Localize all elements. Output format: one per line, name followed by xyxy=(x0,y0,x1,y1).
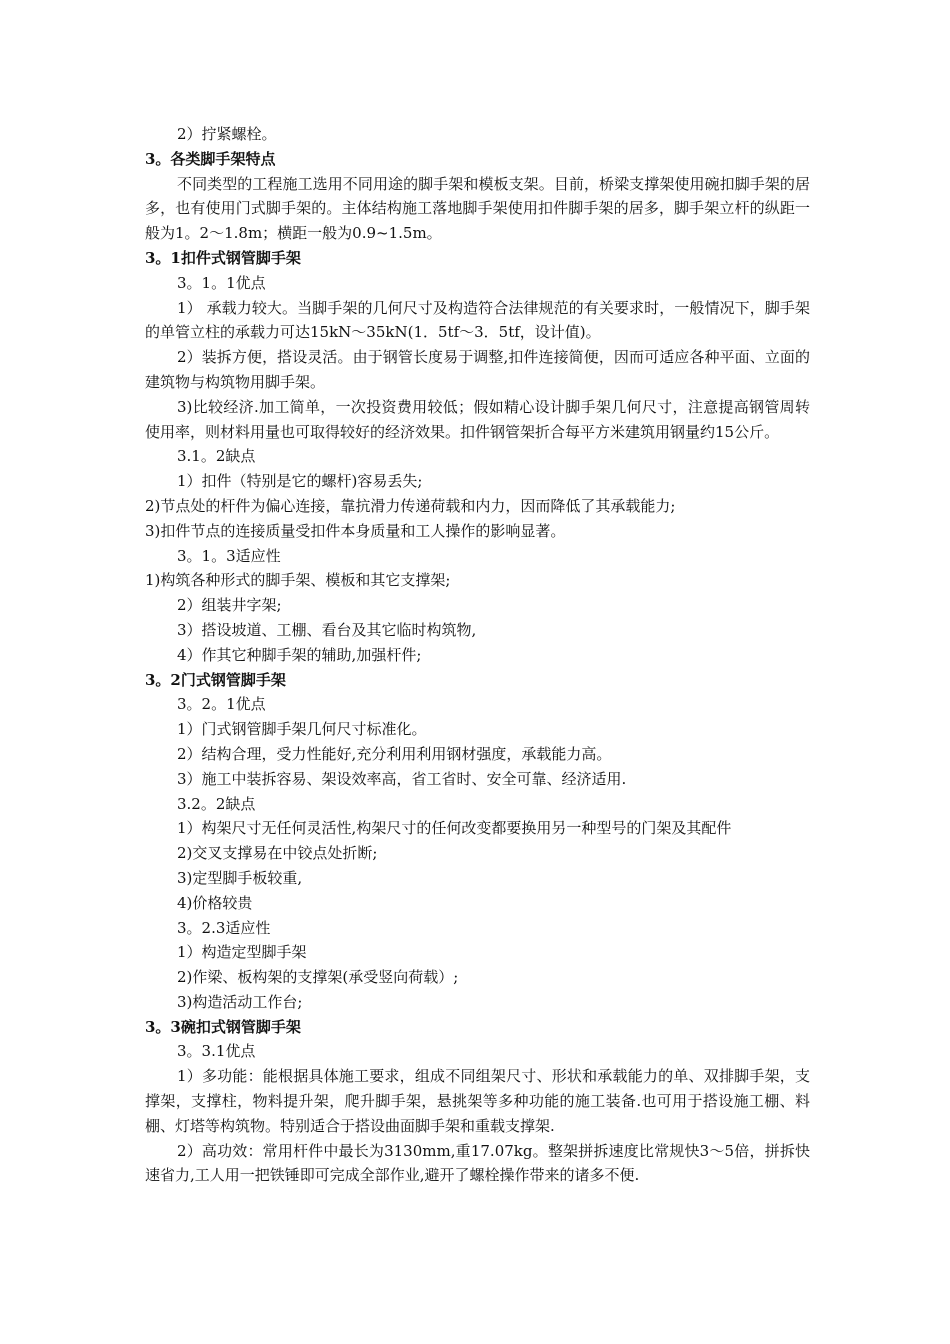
paragraph: 2）装拆方便，搭设灵活。由于钢管长度易于调整,扣件连接简便，因而可适应各种平面、立面的建筑物与构筑物用脚手架。 xyxy=(145,348,810,391)
subsection-heading: 3.1。2缺点 xyxy=(177,447,256,466)
list-item: 1)构筑各种形式的脚手架、模板和其它支撑架; xyxy=(145,571,451,590)
subsection-heading: 3。2.3适应性 xyxy=(177,918,271,937)
list-item: 2)作梁、板构架的支撑架(承受竖向荷载）; xyxy=(177,968,459,987)
list-item: 2)交叉支撑易在中铰点处折断; xyxy=(177,844,378,863)
list-item: 3)构造活动工作台; xyxy=(177,992,303,1011)
subsection-heading: 3.2。2缺点 xyxy=(177,794,256,813)
subsection-heading: 3。1。1优点 xyxy=(177,273,266,292)
list-item: 4)价格较贵 xyxy=(177,893,253,912)
list-item: 1）构架尺寸无任何灵活性,构架尺寸的任何改变都要换用另一种型号的门架及其配件 xyxy=(177,819,732,838)
section-heading: 3。各类脚手架特点 xyxy=(145,149,276,168)
paragraph: 2）高功效：常用杆件中最长为3130mm,重17.07kg。整架拼拆速度比常规快3～5倍，拼拆快速省力,工人用一把铁锤即可完成全部作业,避开了螺栓操作带来的诸多不便. xyxy=(145,1141,810,1185)
section-heading: 3。3碗扣式钢管脚手架 xyxy=(145,1017,301,1036)
section-heading: 3。2门式钢管脚手架 xyxy=(145,670,286,689)
list-item: 3）搭设坡道、工棚、看台及其它临时构筑物, xyxy=(177,620,477,639)
list-item: 3)定型脚手板较重, xyxy=(177,868,303,887)
subsection-heading: 3。2。1优点 xyxy=(177,695,266,714)
list-item: 2）结构合理，受力性能好,充分利用利用钢材强度，承载能力高。 xyxy=(177,744,612,763)
paragraph: 3)比较经济.加工简单，一次投资费用较低；假如精心设计脚手架几何尺寸，注意提高钢管周转使用率，则材料用量也可取得较好的经济效果。扣件钢管架折合每平方米建筑用钢量约15公斤。 xyxy=(145,397,810,441)
list-item: 4）作其它种脚手架的辅助,加强杆件; xyxy=(177,645,422,664)
list-item: 2)节点处的杆件为偏心连接，靠抗滑力传递荷载和内力，因而降低了其承载能力; xyxy=(145,496,676,515)
subsection-heading: 3。3.1优点 xyxy=(177,1042,256,1061)
paragraph: 1） 承载力较大。当脚手架的几何尺寸及构造符合法律规范的有关要求时，一般情况下，脚手架的单管立柱的承载力可达15kN～35kN(1．5tf～3．5tf，设计值)。 xyxy=(145,298,810,342)
list-item: 1）门式钢管脚手架几何尺寸标准化。 xyxy=(177,720,427,739)
list-item: 2）拧紧螺栓。 xyxy=(177,125,277,143)
list-item: 1）构造定型脚手架 xyxy=(177,943,307,962)
list-item: 1）扣件（特别是它的螺杆)容易丢失; xyxy=(177,472,423,491)
section-heading: 3。1扣件式钢管脚手架 xyxy=(145,248,301,267)
paragraph: 不同类型的工程施工选用不同用途的脚手架和模板支架。目前，桥梁支撑架使用碗扣脚手架的居多，也有使用门式脚手架的。主体结构施工落地脚手架使用扣件脚手架的居多，脚手架立杆的纵距一般为1。2～1.8m；横距一般为0.9~1.5m。 xyxy=(145,174,810,243)
paragraph: 1）多功能：能根据具体施工要求，组成不同组架尺寸、形状和承载能力的单、双排脚手架，支撑架，支撑柱，物料提升架，爬升脚手架，悬挑架等多种功能的施工装备.也可用于搭设施工棚、料棚、灯塔等构筑物。特别适合于搭设曲面脚手架和重载支撑架. xyxy=(145,1067,810,1135)
list-item: 3)扣件节点的连接质量受扣件本身质量和工人操作的影响显著。 xyxy=(145,521,566,540)
subsection-heading: 3。1。3适应性 xyxy=(177,546,281,565)
list-item: 2）组装井字架; xyxy=(177,596,282,615)
list-item: 3）施工中装拆容易、架设效率高，省工省时、安全可靠、经济适用. xyxy=(177,769,627,788)
